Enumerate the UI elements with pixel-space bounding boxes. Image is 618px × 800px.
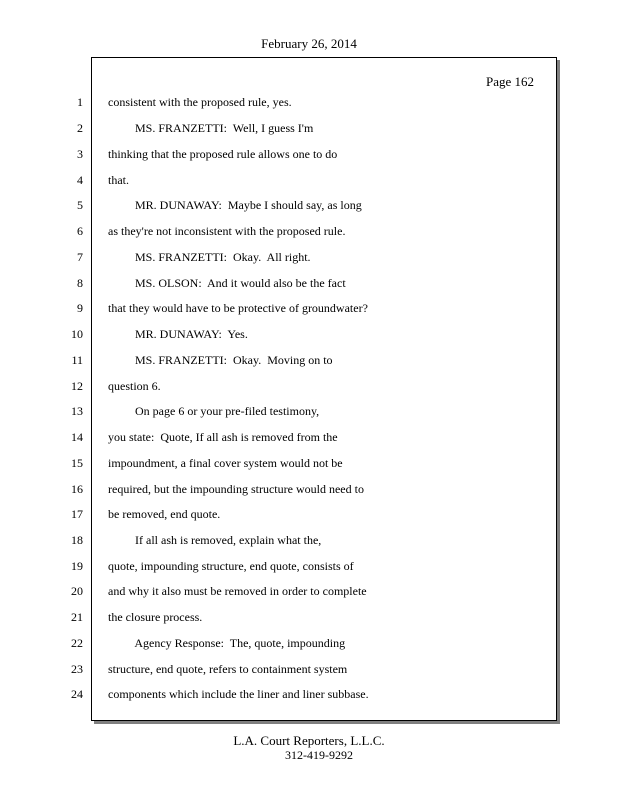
line-number: 3	[77, 147, 83, 161]
line-number: 14	[71, 430, 83, 444]
line-number: 15	[71, 456, 83, 470]
line-text: MR. DUNAWAY: Yes.	[108, 327, 248, 341]
line-text: question 6.	[108, 379, 161, 393]
line-number: 12	[71, 379, 83, 393]
line-number: 19	[71, 559, 83, 573]
line-number: 20	[71, 584, 83, 598]
line-text: impoundment, a final cover system would not be	[108, 456, 343, 470]
footer-phone: 312-419-9292	[285, 748, 353, 762]
line-number: 18	[71, 533, 83, 547]
line-text: MS. FRANZETTI: Well, I guess I'm	[108, 121, 314, 135]
line-number: 11	[71, 353, 83, 367]
line-number: 10	[71, 327, 83, 341]
line-number: 4	[77, 173, 83, 187]
line-text: the closure process.	[108, 610, 203, 624]
line-number: 23	[71, 662, 83, 676]
page-number: Page 162	[485, 74, 534, 89]
line-number: 9	[77, 301, 83, 315]
line-text: structure, end quote, refers to containment system	[108, 662, 348, 676]
line-text: be removed, end quote.	[108, 507, 221, 521]
header-date: February 26, 2014	[261, 36, 357, 51]
line-text: MS. OLSON: And it would also be the fact	[108, 276, 346, 290]
line-text: quote, impounding structure, end quote, consists of	[108, 559, 354, 573]
line-text: and why it also must be removed in order to complete	[108, 584, 367, 598]
line-text: that.	[108, 173, 129, 187]
line-text: required, but the impounding structure would need to	[108, 482, 364, 496]
line-number: 5	[77, 198, 83, 212]
line-number: 1	[77, 95, 83, 109]
line-number: 24	[71, 687, 83, 701]
line-text: consistent with the proposed rule, yes.	[108, 95, 292, 109]
line-number: 6	[77, 224, 83, 238]
line-text: that they would have to be protective of groundwater?	[108, 301, 368, 315]
line-number: 16	[71, 482, 83, 496]
line-number: 8	[77, 276, 83, 290]
line-text: as they're not inconsistent with the proposed rule.	[108, 224, 346, 238]
line-text: you state: Quote, If all ash is removed from the	[108, 430, 338, 444]
line-number: 7	[77, 250, 83, 264]
line-number: 13	[71, 404, 83, 418]
line-text: thinking that the proposed rule allows one to do	[108, 147, 338, 161]
line-number: 17	[71, 507, 83, 521]
line-text: MS. FRANZETTI: Okay. Moving on to	[108, 353, 333, 367]
line-text: components which include the liner and liner subbase.	[108, 687, 369, 701]
line-text: MS. FRANZETTI: Okay. All right.	[108, 250, 311, 264]
line-number: 21	[71, 610, 83, 624]
line-number: 22	[71, 636, 83, 650]
line-text: Agency Response: The, quote, impounding	[108, 636, 346, 650]
footer-company: L.A. Court Reporters, L.L.C.	[233, 733, 385, 748]
line-number: 2	[77, 121, 83, 135]
line-text: On page 6 or your pre-filed testimony,	[108, 404, 320, 418]
line-text: If all ash is removed, explain what the,	[108, 533, 322, 547]
line-text: MR. DUNAWAY: Maybe I should say, as long	[108, 198, 362, 212]
